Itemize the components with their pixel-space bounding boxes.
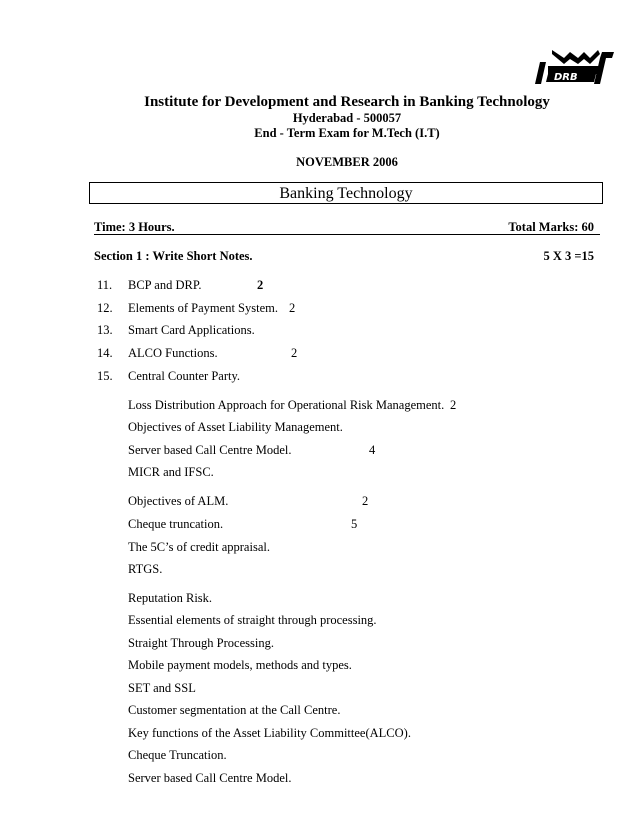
question-text: Key functions of the Asset Liability Committee(ALCO).: [128, 726, 411, 740]
question-mark: 2: [289, 301, 296, 315]
question-mark: 2: [450, 398, 457, 412]
question-text: Objectives of Asset Liability Management.: [128, 420, 343, 434]
question-number: 11.: [97, 278, 113, 292]
question-number: 14.: [97, 346, 113, 360]
question-text: Reputation Risk.: [128, 591, 213, 605]
question-mark: 4: [369, 443, 376, 457]
question-text: Objectives of ALM.: [128, 494, 229, 508]
question-text: Elements of Payment System.: [128, 301, 278, 315]
question-mark: 2: [362, 494, 369, 508]
question-text: The 5C’s of credit appraisal.: [128, 540, 270, 554]
question-text: RTGS.: [128, 562, 163, 576]
question-text: Loss Distribution Approach for Operational Risk Management.: [128, 398, 445, 412]
question-text: Essential elements of straight through processing.: [128, 613, 377, 627]
question-mark: 5: [351, 517, 358, 531]
question-text: Server based Call Centre Model.: [128, 443, 292, 457]
subject-title: Banking Technology: [89, 182, 603, 204]
section-marks: 5 X 3 =15: [543, 249, 594, 263]
question-mark: 2: [291, 346, 298, 360]
section-title: Section 1 : Write Short Notes.: [94, 249, 253, 263]
total-marks-label: Total Marks: 60: [508, 220, 594, 234]
svg-text:DRB: DRB: [554, 72, 578, 83]
question-number: 12.: [97, 301, 113, 315]
idrbt-logo-icon: [534, 44, 614, 86]
exam-line: End - Term Exam for M.Tech (I.T): [254, 126, 440, 140]
question-number: 13.: [97, 323, 113, 337]
question-mark: 2: [257, 278, 264, 292]
question-text: Server based Call Centre Model.: [128, 771, 292, 785]
question-text: Cheque Truncation.: [128, 748, 227, 762]
question-text: Straight Through Processing.: [128, 636, 274, 650]
question-text: SET and SSL: [128, 681, 196, 695]
question-text: ALCO Functions.: [128, 346, 218, 360]
question-text: Customer segmentation at the Call Centre.: [128, 703, 341, 717]
question-text: Cheque truncation.: [128, 517, 224, 531]
question-text: MICR and IFSC.: [128, 465, 214, 479]
question-text: Mobile payment models, methods and types.: [128, 658, 352, 672]
question-text: Smart Card Applications.: [128, 323, 255, 337]
time-marks-row: [94, 220, 600, 235]
question-text: Central Counter Party.: [128, 369, 241, 383]
session-line: NOVEMBER 2006: [296, 155, 398, 169]
city-line: Hyderabad - 500057: [292, 111, 402, 125]
question-text: BCP and DRP.: [128, 278, 202, 292]
institute-title: Institute for Development and Research in Banking Technology: [144, 94, 550, 110]
time-label: Time: 3 Hours.: [94, 220, 175, 234]
question-number: 15.: [97, 369, 113, 383]
